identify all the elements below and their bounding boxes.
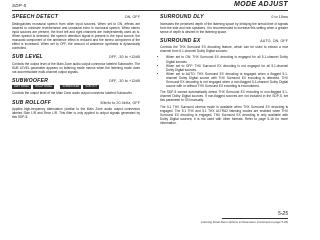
right-column	[160, 14, 288, 129]
header-rule	[12, 10, 288, 11]
sub-level-body: Controls the output level of the Main Zone audio output connector labeled Subwoofer. The SUB LEVEL parameter appears on listening mode menus when the listening mode does not accommodate multi-channel output signals.	[12, 61, 140, 74]
section-sub-level	[12, 54, 140, 74]
subwoofer-body: Controls the output level of the Main Zone audio output connector labeled Subwoofer.	[12, 91, 133, 96]
surround-ex-intro: Controls the THX Surround EX decoding feature, which can be used to extract a rear channel from 5.1-channel Dolby Digital sources:	[160, 45, 288, 54]
section-speech-detect	[12, 14, 140, 50]
speech-detect-range: ON, OFF	[124, 15, 140, 19]
surround-ex-title: SURROUND EX	[160, 37, 201, 44]
surround-ex-note: The SDP-5 cannot automatically detect THX Surround EX encoding in non-flagged 5.1-channel Dolby Digital sources. If non-flagged sources are not included in the SDP-5, set this parameter to ON manually.	[160, 90, 288, 103]
list-item: • When set to ON: THX Surround EX decoding is engaged for all 5.1-channel Dolby Digital sources.	[166, 55, 288, 63]
panel-button-row	[12, 85, 140, 89]
sub-rolloff-range: 50kHz to 20.0kHz, OFF	[100, 100, 140, 105]
surround-ex-thx-note: The 5.1 THX Surround cinema mode is available when THX Surround EX decoding is engaged. The 5.1 THX and 5.1 THX ULTRA2 listening modes are enabled when THX Surround EX decoding is engaged. THX Surround EX decoding is only available with Dolby Digital sources; it is not used with other formats. Refer to page 5-16 for more information.	[160, 104, 288, 125]
speech-detect-title: SPEECH DETECT	[12, 14, 59, 20]
sub-rolloff-body: Applies high-frequency attenuation (similar to the Main Zone audio output connectors labeled Side L/R and Rear L/R. This filter is only applied to output signals generated by this SDP-5.	[12, 107, 140, 120]
section-surround-dly	[160, 14, 288, 34]
sub-level-range: OFF, -30 to +12dB	[108, 55, 140, 60]
subwoofer-range: OFF, -30 to +12dB	[108, 78, 140, 83]
header-section-title: MODE ADJUST	[234, 1, 288, 8]
surround-dly-body: Increases the perceived depth of the listening space by delaying the arrival time of signals from the side and rear speakers. It is recommended to increase this setting when a greater sense of depth is desired in the listening space.	[160, 21, 288, 34]
right-panel-button-tag: RIGHT PANEL	[35, 85, 53, 89]
surround-dly-range: 0 to 15ms	[271, 15, 288, 19]
section-surround-ex	[160, 38, 288, 125]
surround-ex-range: AUTO, ON, OFF	[260, 38, 288, 43]
left-panel-button-tag: LEFT PANEL	[14, 85, 30, 89]
page-number: 5-25	[277, 211, 288, 217]
surround-ex-bullet-list	[160, 55, 288, 88]
subwoofer-title: SUBWOOFER	[12, 77, 49, 84]
list-item: • When set to AUTO: THX Surround EX decoding is engaged when a flagged 5.1-channel Dolby Digital source with THX Surround EX encoding is detected. THX Surround EX decoding is not engaged when a non-flagged 5.1-channel Dolby Digital source with or without THX Surround EX encoding is encountered.	[166, 72, 288, 88]
sub-out-button-tag: SUB OUT	[85, 85, 97, 89]
speech-detect-body: Distinguishes monaural speech from other input sources. When set to ON, effects are lowered to minimize reverberance and unnatural echo in monaural speech. When stereo input sources are present, the front left and right channels are independently used as is. When speech is detected, the speech detection signal is present in the input source; the monaural component of the ambience effect is reduced and the stereo component of the effect is increased. When set to OFF, the amount of ambience synthesis is dynamically controlled.	[12, 21, 140, 51]
left-column	[12, 14, 140, 123]
header-model: SDP-5	[12, 3, 27, 8]
footer-note: Listening Mode Menu Options & Parameters (continued on page 5-26)	[200, 220, 288, 224]
section-subwoofer	[12, 78, 140, 96]
section-sub-rolloff	[12, 100, 140, 120]
sub-level-title: SUB LEVEL	[12, 54, 43, 61]
surround-dly-title: SURROUND DLY	[160, 14, 204, 20]
list-item: • When set to OFF: THX Surround EX decoding is not engaged for all 5.1-channel Dolby Digital sources.	[166, 64, 288, 72]
sub-rolloff-title: SUB ROLLOFF	[12, 99, 52, 106]
footer-rule	[222, 218, 288, 219]
subwoofer-button-tag: SUBWOOFER	[62, 85, 80, 89]
